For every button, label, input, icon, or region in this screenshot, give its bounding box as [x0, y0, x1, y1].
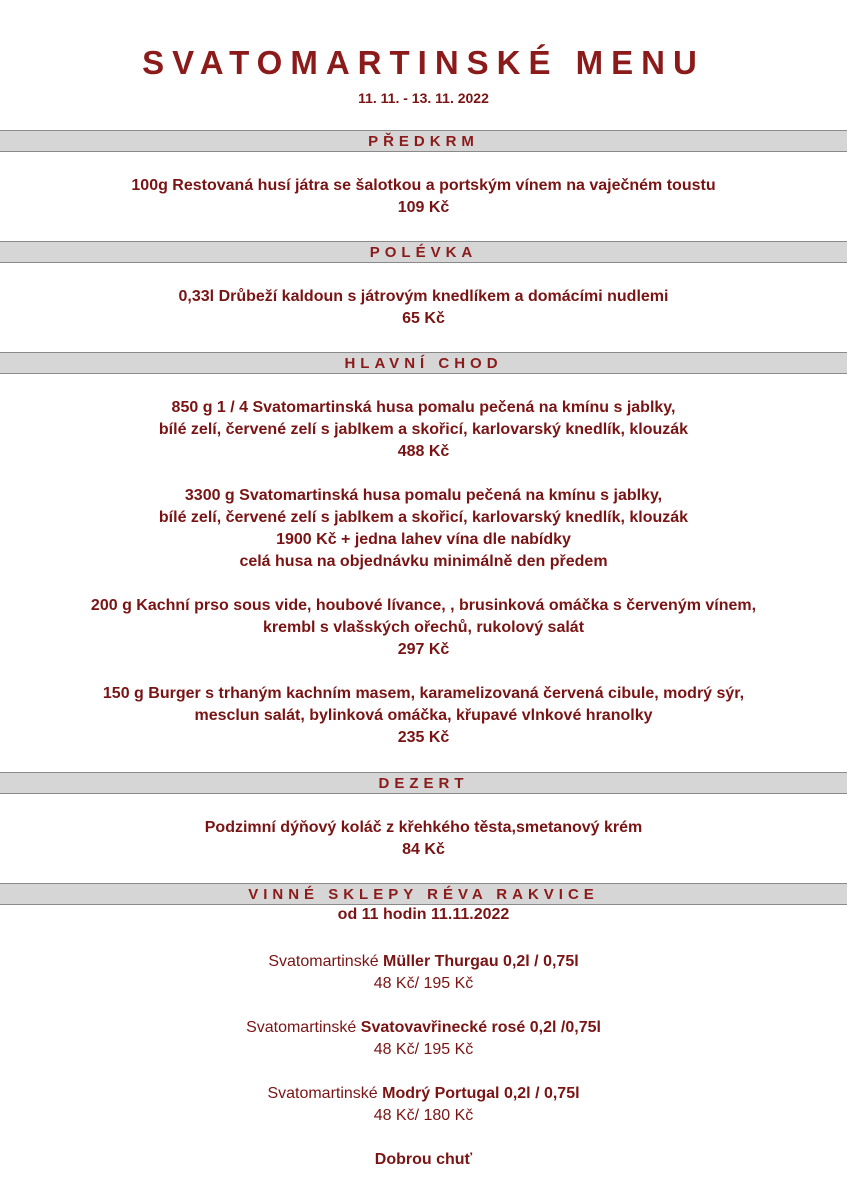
item-price: 1900 Kč + jedna lahev vína dle nabídky — [276, 531, 571, 548]
wine-prefix: Svatomartinské — [267, 1085, 378, 1102]
section-heading-wine: VINNÉ SKLEPY RÉVA RAKVICE — [0, 883, 847, 905]
wine-name: Svatovavřinecké rosé 0,2l /0,75l — [360, 1019, 601, 1036]
item-price: 109 Kč — [397, 199, 450, 216]
item-description-2: krembl s vlašských ořechů, rukolový salát — [262, 619, 585, 636]
menu-title: SVATOMARTINSKÉ MENU — [142, 44, 705, 81]
wine-name: Müller Thurgau 0,2l / 0,75l — [383, 953, 579, 970]
section-heading-starter: PŘEDKRM — [0, 130, 847, 152]
item-price: 297 Kč — [397, 641, 450, 658]
item-price: 235 Kč — [397, 729, 450, 746]
wine-item-3 — [0, 1083, 847, 1127]
menu-item-main-1 — [0, 397, 847, 463]
item-description: 100g Restovaná husí játra se šalotkou a portským vínem na vaječném toustu — [131, 177, 716, 194]
item-price: 84 Kč — [402, 841, 445, 858]
item-description-2: bílé zelí, červené zelí s jablkem a skořicí, karlovarský knedlík, klouzák — [158, 421, 689, 438]
wine-item-1 — [0, 951, 847, 995]
wine-name: Modrý Portugal 0,2l / 0,75l — [382, 1085, 580, 1102]
wine-subheading: od 11 hodin 11.11.2022 — [337, 906, 510, 923]
section-heading-soup: POLÉVKA — [0, 241, 847, 263]
item-price: 488 Kč — [397, 443, 450, 460]
closing-text: Dobrou chuť — [374, 1151, 473, 1168]
menu-item-main-2 — [0, 485, 847, 573]
item-price: 65 Kč — [402, 310, 445, 327]
menu-item-main-4 — [0, 683, 847, 749]
wine-prefix: Svatomartinské — [268, 953, 379, 970]
menu-item-soup — [0, 286, 847, 330]
item-description-2: bílé zelí, červené zelí s jablkem a skořicí, karlovarský knedlík, klouzák — [158, 509, 689, 526]
item-description-2: mesclun salát, bylinková omáčka, křupavé vlnkové hranolky — [194, 707, 653, 724]
item-description: 200 g Kachní prso sous vide, houbové lívance, , brusinková omáčka s červeným vínem, — [90, 597, 757, 614]
menu-item-starter — [0, 175, 847, 219]
item-description: 3300 g Svatomartinská husa pomalu pečená na kmínu s jablky, — [184, 487, 663, 504]
wine-item-2 — [0, 1017, 847, 1061]
item-description: 0,33l Drůbeží kaldoun s játrovým knedlíkem a domácími nudlemi — [178, 288, 669, 305]
item-note: celá husa na objednávku minimálně den předem — [239, 553, 608, 570]
item-description: 850 g 1 / 4 Svatomartinská husa pomalu pečená na kmínu s jablky, — [171, 399, 676, 416]
menu-item-main-3 — [0, 595, 847, 661]
wine-prefix: Svatomartinské — [246, 1019, 357, 1036]
section-heading-dessert: DEZERT — [0, 772, 847, 794]
item-description: Podzimní dýňový koláč z křehkého těsta,smetanový krém — [204, 819, 643, 836]
menu-dates: 11. 11. - 13. 11. 2022 — [358, 90, 489, 106]
wine-price: 48 Kč/ 195 Kč — [373, 1041, 474, 1058]
wine-price: 48 Kč/ 180 Kč — [373, 1107, 474, 1124]
section-heading-main: HLAVNÍ CHOD — [0, 352, 847, 374]
item-description: 150 g Burger s trhaným kachním masem, karamelizovaná červená cibule, modrý sýr, — [102, 685, 745, 702]
wine-price: 48 Kč/ 195 Kč — [373, 975, 474, 992]
menu-item-dessert — [0, 817, 847, 861]
